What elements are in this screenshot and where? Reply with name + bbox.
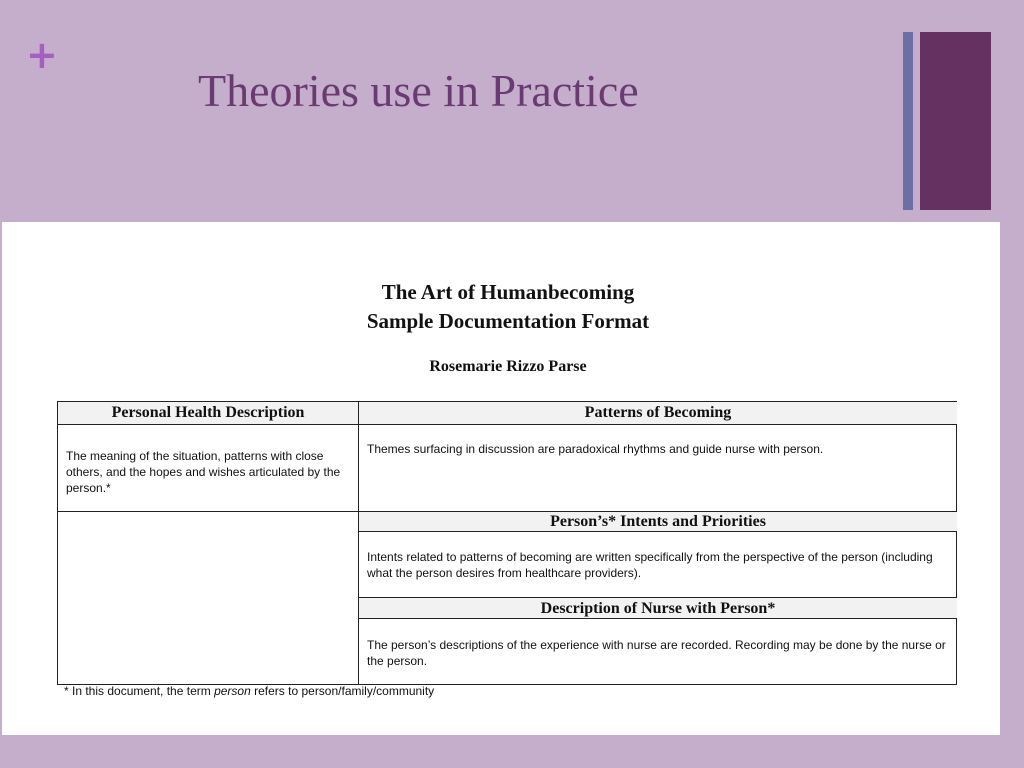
accent-bar-thick [920, 32, 991, 210]
document-title-line2: Sample Documentation Format [366, 309, 650, 333]
header-nurse-with-person: Description of Nurse with Person* [359, 598, 957, 619]
document-author: Rosemarie Rizzo Parse [429, 358, 587, 375]
header-personal-health-description: Personal Health Description [58, 402, 358, 425]
accent-bar-thin [903, 32, 913, 210]
nurse-with-person-text: The person’s descriptions of the experience with nurse are recorded. Recording may be done by the nurse or the person. [367, 638, 946, 668]
slide-title: Theories use in Practice [198, 65, 639, 116]
document-footnote [64, 684, 434, 698]
patterns-of-becoming-text: Themes surfacing in discussion are paradoxical rhythms and guide nurse with person. [367, 442, 824, 456]
document-title-line1: The Art of Humanbecoming [381, 280, 635, 304]
header-intents-and-priorities: Person’s* Intents and Priorities [359, 512, 957, 532]
table-row-divider [58, 511, 358, 512]
header-patterns-of-becoming: Patterns of Becoming [359, 402, 957, 425]
footnote-suffix: refers to person/family/community [250, 684, 435, 698]
footnote-emphasis: person [214, 684, 251, 698]
documentation-table [57, 401, 957, 685]
personal-health-description-text: The meaning of the situation, patterns with close others, and the hopes and wishes articulated by the person.* [66, 449, 341, 495]
plus-icon: + [26, 33, 58, 77]
footnote-prefix: * In this document, the term [64, 684, 215, 698]
intents-and-priorities-text: Intents related to patterns of becoming are written specifically from the perspective of the person (including what the person desires from healthcare providers). [367, 550, 933, 580]
